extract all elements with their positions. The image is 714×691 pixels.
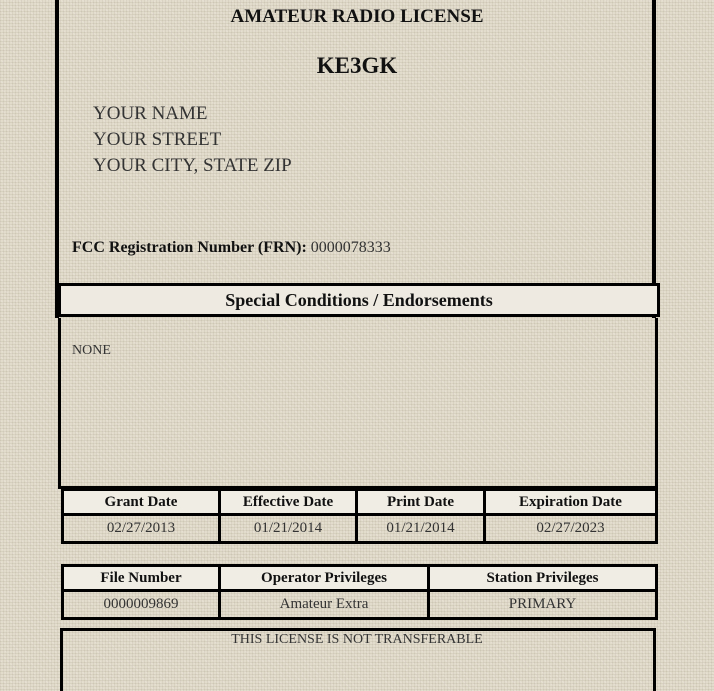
- address-line-street: YOUR STREET: [93, 129, 222, 150]
- station-privileges-header: Station Privileges: [429, 566, 657, 591]
- effective-date-header: Effective Date: [220, 490, 357, 515]
- expiration-date-header: Expiration Date: [485, 490, 657, 515]
- print-date-header: Print Date: [357, 490, 485, 515]
- conditions-heading: Special Conditions / Endorsements: [58, 283, 660, 317]
- file-number-header: File Number: [63, 566, 220, 591]
- frame-left-line: [55, 0, 59, 318]
- file-number-value: 0000009869: [63, 591, 220, 619]
- conditions-text: NONE: [72, 343, 111, 358]
- conditions-box: [58, 318, 658, 489]
- frn-label: FCC Registration Number (FRN):: [72, 239, 307, 256]
- privileges-table: [61, 564, 658, 620]
- grant-date-header: Grant Date: [63, 490, 220, 515]
- expiration-date-value: 02/27/2023: [485, 515, 657, 543]
- frn-value: 0000078333: [310, 239, 391, 256]
- license-title: AMATEUR RADIO LICENSE: [230, 6, 484, 27]
- footer-notice: THIS LICENSE IS NOT TRANSFERABLE: [231, 632, 483, 647]
- grant-date-value: 02/27/2013: [63, 515, 220, 543]
- frame-right-line: [652, 0, 656, 318]
- callsign: KE3GK: [316, 53, 398, 78]
- frn-row: [72, 239, 391, 257]
- dates-table: [61, 488, 658, 544]
- effective-date-value: 01/21/2014: [220, 515, 357, 543]
- operator-privileges-header: Operator Privileges: [220, 566, 429, 591]
- print-date-value: 01/21/2014: [357, 515, 485, 543]
- address-line-name: YOUR NAME: [93, 103, 208, 124]
- address-line-city: YOUR CITY, STATE ZIP: [93, 155, 292, 176]
- station-privileges-value: PRIMARY: [429, 591, 657, 619]
- operator-privileges-value: Amateur Extra: [220, 591, 429, 619]
